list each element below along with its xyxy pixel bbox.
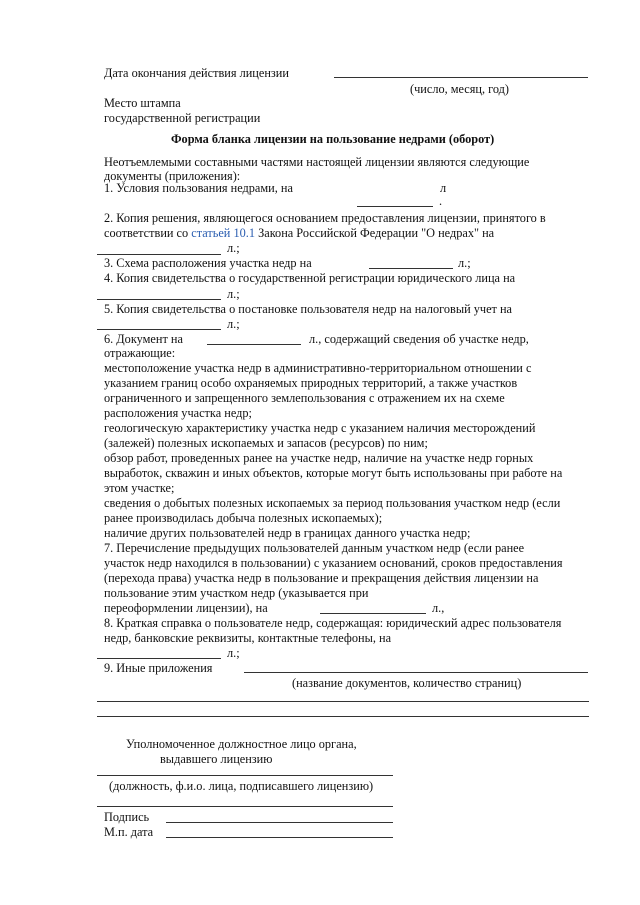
item-4-unit: л.; [227, 287, 240, 301]
item-6-p4: расположения участка недр; [104, 406, 252, 420]
official-label-1: Уполномоченное должностное лицо органа, [126, 737, 357, 751]
item-7-line-5: переоформлении лицензии), на [104, 601, 268, 615]
item-6-p2: указанием границ особо охраняемых природных территорий, а также участков [104, 376, 518, 390]
item-6-p12: наличие других пользователей недр в границах данного участка недр; [104, 526, 471, 540]
item-7-line-3: (перехода права) участка недр в пользование и прекращения действия лицензии на [104, 571, 539, 585]
official-extra-line[interactable] [97, 806, 393, 807]
item-7-unit: л., [432, 601, 445, 615]
item-3-pages-line[interactable] [369, 268, 453, 269]
item-2-line-2: соответствии со статьей 10.1 Закона Российской Федерации "О недрах" на [104, 226, 495, 240]
item-8-line-1: 8. Краткая справка о пользователе недр, содержащая: юридический адрес пользователя [104, 616, 562, 630]
item-6-p10: сведения о добытых полезных ископаемых за период пользования участком недр (если [104, 496, 561, 510]
item-8-line-2: недр, банковские реквизиты, контактные телефоны, на [104, 631, 392, 645]
item-9-hint: (название документов, количество страниц) [292, 676, 522, 690]
stamp-date-label: М.п. дата [104, 825, 154, 839]
item-1-text: 1. Условия пользования недрами, на [104, 181, 293, 195]
item-8-unit: л.; [227, 646, 240, 660]
item-6-desc: л., содержащий сведения об участке недр, [309, 332, 529, 346]
item-6-p5: геологическую характеристику участка недр с указанием наличия месторождений [104, 421, 536, 435]
item-9-docs-line[interactable] [244, 672, 588, 673]
item-5-unit: л.; [227, 317, 240, 331]
item-7-line-2: участок недр находился в пользовании) с указанием оснований, сроков предоставления [104, 556, 563, 570]
item-1-unit: л [440, 181, 447, 195]
signature-line[interactable] [166, 822, 393, 823]
expiry-date-line[interactable] [334, 77, 588, 78]
signature-label: Подпись [104, 810, 150, 824]
item-6-p1: местоположение участка недр в административно-территориальном отношении с [104, 361, 532, 375]
item-9-extra-line-1[interactable] [97, 701, 589, 702]
item-6-p9: этом участке; [104, 481, 175, 495]
official-label-2: выдавшего лицензию [160, 752, 273, 766]
official-name-line[interactable] [97, 775, 393, 776]
item-9-extra-line-2[interactable] [97, 716, 589, 717]
expiry-hint: (число, месяц, год) [410, 82, 510, 96]
item-6-p7: обзор работ, проведенных ранее на участке недр, наличие на участке недр горных [104, 451, 534, 465]
intro-line-2: документы (приложения): [104, 169, 241, 183]
item-3-unit: л.; [458, 256, 471, 270]
item-6-p3: ограниченного и запрещенного землепользования с отражением их на схеме [104, 391, 505, 405]
law-article-link[interactable]: статьей 10.1 [191, 226, 255, 240]
date-line[interactable] [166, 837, 393, 838]
item-7-pages-line[interactable] [320, 613, 426, 614]
item-5-pages-line[interactable] [97, 329, 221, 330]
item-2-pages-line[interactable] [97, 254, 221, 255]
item-5-text: 5. Копия свидетельства о постановке пользователя недр на налоговый учет на [104, 302, 513, 316]
item-7-line-4: пользование этим участком недр (указывается при [104, 586, 369, 600]
item-3-text: 3. Схема расположения участка недр на [104, 256, 312, 270]
item-4-pages-line[interactable] [97, 299, 221, 300]
intro-line-1: Неотъемлемыми составными частями настоящей лицензии являются следующие [104, 155, 530, 169]
item-1-dot: . [439, 194, 443, 208]
item-6-text: 6. Документ на [104, 332, 183, 346]
item-2-line-1: 2. Копия решения, являющегося основанием предоставления лицензии, принятого в [104, 211, 546, 225]
item-8-pages-line[interactable] [97, 658, 221, 659]
item-6-p11: ранее производилась добыча полезных ископаемых); [104, 511, 383, 525]
stamp-label-1: Место штампа [104, 96, 181, 110]
item-6-p8: выработок, скважин и иных объектов, которые могут быть использованы при работе на [104, 466, 563, 480]
item-6-reflects: отражающие: [104, 346, 176, 360]
item-1-pages-line[interactable] [357, 206, 433, 207]
item-6-p6: (залежей) полезных ископаемых и запасов (ресурсов) по ним; [104, 436, 428, 450]
item-6-pages-line[interactable] [207, 344, 301, 345]
item-7-line-1: 7. Перечисление предыдущих пользователей данным участком недр (если ранее [104, 541, 525, 555]
item-2-unit: л.; [227, 241, 240, 255]
item-4-text: 4. Копия свидетельства о государственной регистрации юридического лица на [104, 271, 516, 285]
stamp-label-2: государственной регистрации [104, 111, 261, 125]
page-title: Форма бланка лицензии на пользование недрами (оборот) [171, 132, 495, 146]
official-hint: (должность, ф.и.о. лица, подписавшего лицензию) [109, 779, 374, 793]
expiry-label: Дата окончания действия лицензии [104, 66, 289, 80]
item-9-text: 9. Иные приложения [104, 661, 213, 675]
